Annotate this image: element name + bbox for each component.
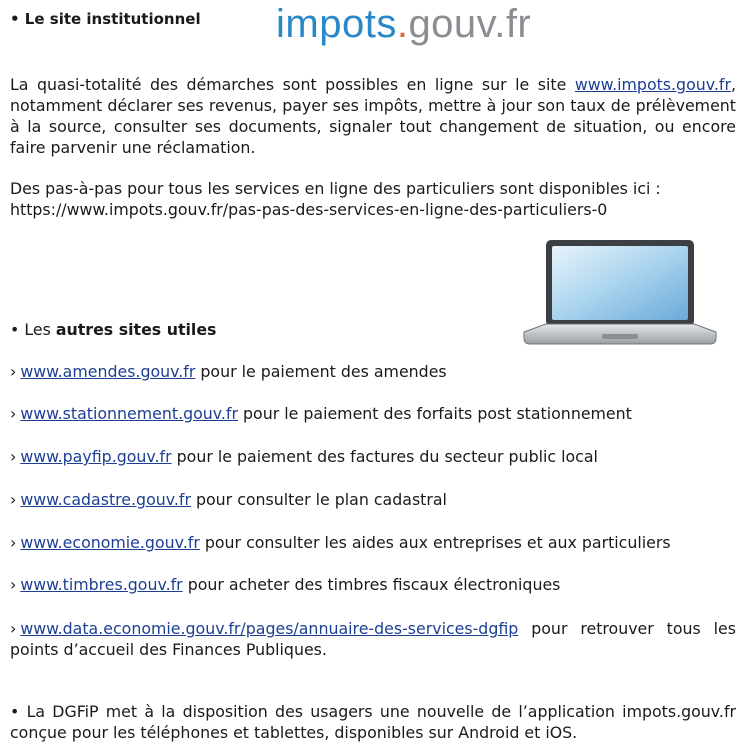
site-desc-cadastre: pour consulter le plan cadastral	[190, 490, 447, 509]
site-link-stationnement[interactable]: www.stationnement.gouv.fr	[20, 404, 238, 423]
tutorials-url: https://www.impots.gouv.fr/pas-pas-des-services-en-ligne-des-particuliers-0	[10, 200, 608, 219]
site-link-economie[interactable]: www.economie.gouv.fr	[20, 533, 200, 552]
site-desc-stationnement: pour le paiement des forfaits post stationnement	[238, 404, 632, 423]
site-desc-economie: pour consulter les aides aux entreprises et aux particuliers	[199, 533, 671, 552]
chevron-icon: ›	[10, 575, 17, 594]
site-desc-payfip: pour le paiement des factures du secteur public local	[171, 447, 598, 466]
site-desc-amendes: pour le paiement des amendes	[195, 362, 447, 381]
chevron-icon: ›	[10, 619, 17, 638]
logo-gouv-text: gouv.fr	[408, 2, 532, 46]
section-title-institutional: • Le site institutionnel	[10, 10, 201, 28]
logo-dot: .	[396, 2, 409, 46]
other-sites-bold: autres sites utiles	[55, 320, 217, 339]
logo-impots-text: impots	[276, 2, 397, 46]
intro-text-before: La quasi-totalité des démarches sont possibles en ligne sur le site	[10, 75, 575, 94]
site-link-payfip[interactable]: www.payfip.gouv.fr	[20, 447, 172, 466]
site-item-amendes	[10, 361, 447, 382]
impots-gouv-link[interactable]: www.impots.gouv.fr	[574, 75, 731, 94]
site-item-timbres	[10, 574, 560, 595]
site-link-timbres[interactable]: www.timbres.gouv.fr	[20, 575, 183, 594]
site-desc-timbres: pour acheter des timbres fiscaux électroniques	[182, 575, 561, 594]
dgfip-app-note: • La DGFiP met à la disposition des usagers une nouvelle de l’application impots.gouv.fr conçue pour les téléphones et tablettes, disponibles sur Android et iOS.	[10, 702, 736, 742]
site-item-stationnement	[10, 403, 632, 424]
site-item-data-economie	[10, 618, 736, 660]
site-link-cadastre[interactable]: www.cadastre.gouv.fr	[20, 490, 191, 509]
impots-gouv-logo	[276, 2, 531, 47]
site-link-amendes[interactable]: www.amendes.gouv.fr	[20, 362, 196, 381]
tutorials-text: Des pas-à-pas pour tous les services en ligne des particuliers sont disponibles ici :	[10, 179, 661, 198]
laptop-illustration	[520, 238, 720, 350]
chevron-icon: ›	[10, 447, 17, 466]
tutorials-paragraph	[10, 178, 736, 220]
intro-text-after: , notamment déclarer ses revenus, payer ses impôts, mettre à jour son taux de prélèvement à la source, consulter ses documents, signaler tout changement de situation, ou encore faire parvenir une réclamation.	[10, 75, 736, 157]
site-link-data-economie[interactable]: www.data.economie.gouv.fr/pages/annuaire-des-services-dgfip	[20, 619, 519, 638]
intro-paragraph	[10, 74, 736, 158]
site-item-cadastre	[10, 489, 447, 510]
site-item-economie	[10, 532, 671, 553]
site-item-payfip	[10, 446, 598, 467]
chevron-icon: ›	[10, 533, 17, 552]
chevron-icon: ›	[10, 362, 17, 381]
site-desc-data-economie: pour retrouver tous les points d’accueil des Finances Publiques.	[10, 619, 736, 659]
other-sites-title	[10, 320, 216, 339]
chevron-icon: ›	[10, 404, 17, 423]
other-sites-prefix: • Les	[10, 320, 56, 339]
chevron-icon: ›	[10, 490, 17, 509]
